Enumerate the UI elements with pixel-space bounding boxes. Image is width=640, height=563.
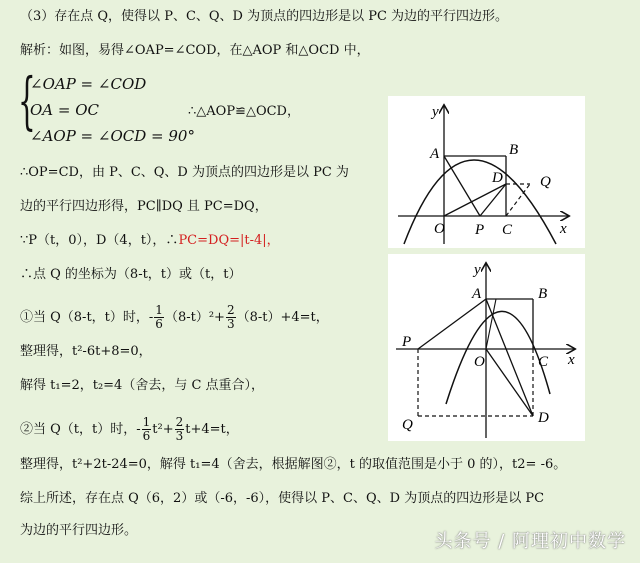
figure-2-svg bbox=[388, 254, 585, 441]
line-10-c: t+4=t， bbox=[185, 422, 239, 437]
line-10-frac-1-num: 1 bbox=[142, 415, 151, 429]
line-13: 为边的平行四边形。 bbox=[20, 523, 138, 538]
line-7-c: （8-t）+4=t， bbox=[236, 310, 329, 325]
f1-label-Q: Q bbox=[540, 174, 551, 190]
f1-label-B: B bbox=[509, 142, 519, 158]
line-10-frac-1-den: 6 bbox=[142, 429, 151, 443]
f2-label-D: D bbox=[538, 410, 549, 426]
system-eq-3: ∠AOP = ∠OCD = 90° bbox=[30, 127, 195, 145]
line-7-frac-2-num: 2 bbox=[226, 303, 235, 317]
line-7-frac-1 bbox=[154, 304, 164, 331]
f2-label-B: B bbox=[538, 286, 548, 302]
line-2: 解析：如图，易得∠OAP=∠COD，在△AOP 和△OCD 中， bbox=[20, 43, 370, 58]
line-10 bbox=[20, 416, 239, 443]
line-3: ∴OP=CD，由 P、C、Q、D 为顶点的四边形是以 PC 为 bbox=[20, 165, 349, 180]
f2-label-O: O bbox=[474, 354, 485, 370]
f2-label-P: P bbox=[402, 334, 412, 350]
watermark: 头条号 / 阿理初中数学 bbox=[434, 531, 626, 552]
line-10-frac-1 bbox=[142, 416, 152, 443]
system-brace: { bbox=[18, 64, 36, 137]
line-12: 综上所述，存在点 Q（6，2）或（-6，-6），使得以 P、C、Q、D 为顶点的四边形是以 PC bbox=[20, 491, 545, 506]
f1-seg-PD bbox=[480, 184, 506, 216]
line-10-a: ②当 Q（t，t）时，- bbox=[20, 422, 141, 437]
f1-label-y: y bbox=[432, 104, 439, 120]
f1-label-C: C bbox=[502, 222, 513, 238]
f1-label-x: x bbox=[560, 221, 567, 237]
f2-seg-PA bbox=[418, 299, 486, 349]
figure-1 bbox=[388, 96, 585, 248]
f2-seg-OA2 bbox=[486, 299, 496, 349]
line-5 bbox=[20, 232, 280, 250]
line-9: 解得 t₁=2，t₂=4（舍去，与 C 点重合）， bbox=[20, 378, 265, 393]
line-5-main: ∵P（t，0），D（4，t），∴ bbox=[20, 233, 179, 248]
f2-label-Q: Q bbox=[402, 417, 413, 433]
line-7-frac-1-num: 1 bbox=[155, 303, 163, 317]
system-eq-1: ∠OAP = ∠COD bbox=[30, 75, 147, 93]
f1-seg-OD bbox=[444, 184, 506, 216]
line-10-frac-2-den: 3 bbox=[175, 429, 184, 443]
line-5-highlight: PC=DQ=|t-4|， bbox=[178, 233, 280, 248]
system-conclusion: ∴△AOP≌△OCD， bbox=[188, 104, 300, 119]
line-10-frac-2-num: 2 bbox=[175, 415, 184, 429]
system-eq-2: OA = OC bbox=[30, 101, 100, 119]
f1-label-A: A bbox=[430, 146, 440, 162]
line-7-frac-2 bbox=[226, 304, 236, 331]
f1-label-D: D bbox=[492, 170, 503, 186]
figure-1-svg bbox=[388, 96, 585, 248]
line-7-b: （8-t）²+ bbox=[164, 310, 225, 325]
figure-2 bbox=[388, 254, 585, 441]
f2-parabola bbox=[446, 311, 550, 404]
f1-label-O: O bbox=[434, 221, 445, 237]
line-4: 边的平行四边形得，PC∥DQ 且 PC=DQ， bbox=[20, 199, 268, 214]
line-10-b: t²+ bbox=[152, 422, 174, 437]
line-7 bbox=[20, 304, 329, 331]
f2-label-y: y bbox=[474, 262, 481, 278]
line-6: ∴点 Q 的坐标为（8-t，t）或（t，t） bbox=[20, 267, 242, 282]
f1-seg-CQ bbox=[506, 184, 530, 216]
line-7-a: ①当 Q（8-t，t）时，- bbox=[20, 310, 154, 325]
f2-label-C: C bbox=[538, 354, 549, 370]
line-7-frac-1-den: 6 bbox=[155, 317, 163, 331]
line-1: （3）存在点 Q，使得以 P、C、Q、D 为顶点的四边形是以 PC 为边的平行四边形。 bbox=[20, 9, 509, 24]
line-8: 整理得，t²-6t+8=0， bbox=[20, 344, 152, 359]
f2-label-A: A bbox=[472, 286, 482, 302]
f2-label-x: x bbox=[568, 352, 575, 368]
line-10-frac-2 bbox=[175, 416, 185, 443]
f1-label-P: P bbox=[475, 222, 485, 238]
line-7-frac-2-den: 3 bbox=[226, 317, 235, 331]
line-11: 整理得，t²+2t-24=0，解得 t₁=4（舍去，根据解图②，t 的取值范围是小于 0 的），t2= -6。 bbox=[20, 457, 567, 472]
